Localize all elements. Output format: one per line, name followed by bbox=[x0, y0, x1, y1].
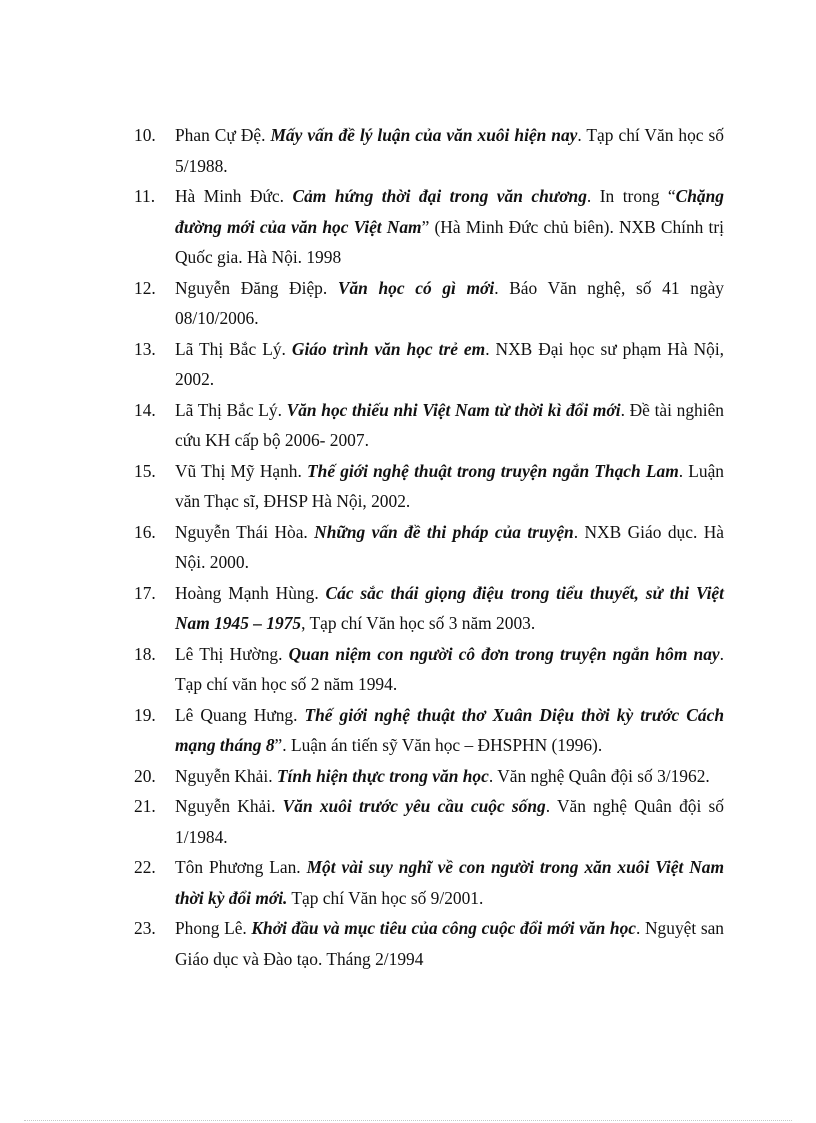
reference-number: 23. bbox=[134, 918, 156, 938]
reference-author: Phong Lê. bbox=[175, 918, 252, 938]
reference-item bbox=[134, 913, 724, 974]
reference-author: Nguyễn Khải. bbox=[175, 796, 283, 816]
reference-item bbox=[134, 700, 724, 761]
reference-title: Quan niệm con người cô đơn trong truyện ngắn hôm nay bbox=[288, 643, 720, 664]
reference-source: . Luận văn Thạc sĩ, ĐHSP Hà Nội, 2002. bbox=[175, 460, 725, 511]
reference-source: , Tạp chí Văn học số 3 năm 2003. bbox=[301, 613, 536, 633]
reference-source: . Báo Văn nghệ, số 41 ngày 08/10/2006. bbox=[175, 277, 724, 328]
reference-item bbox=[134, 791, 724, 852]
reference-author: Phan Cự Đệ. bbox=[175, 125, 271, 145]
page-bottom-divider bbox=[24, 1120, 792, 1121]
reference-title: Tính hiện thực trong văn học bbox=[276, 765, 489, 786]
reference-number: 20. bbox=[134, 765, 156, 786]
reference-number: 13. bbox=[134, 338, 156, 359]
reference-item bbox=[134, 456, 724, 517]
reference-title: Thế giới nghệ thuật trong truyện ngắn Thạch Lam bbox=[307, 460, 679, 481]
reference-source: . Đề tài nghiên cứu KH cấp bộ 2006- 2007. bbox=[175, 399, 724, 450]
reference-number: 12. bbox=[134, 277, 156, 298]
reference-source: Tạp chí Văn học số 9/2001. bbox=[287, 887, 484, 908]
reference-source-detail: ” (Hà Minh Đức chủ biên). NXB Chính trị Quốc gia. Hà Nội. 1998 bbox=[175, 216, 725, 267]
reference-title: Một vài suy nghĩ về con người trong xăn xuôi Việt Nam thời kỳ đổi mới. bbox=[175, 857, 724, 908]
reference-title: Những vấn đề thi pháp của truyện bbox=[314, 521, 574, 542]
reference-author: Lê Thị Hường. bbox=[175, 643, 289, 664]
reference-author: Hoàng Mạnh Hùng. bbox=[175, 582, 326, 603]
reference-number: 14. bbox=[134, 399, 156, 420]
reference-source: . In trong “ bbox=[586, 186, 676, 206]
reference-source: . NXB Đại học sư phạm Hà Nội, 2002. bbox=[175, 338, 725, 389]
reference-source: . NXB Giáo dục. Hà Nội. 2000. bbox=[175, 521, 724, 572]
reference-author: Nguyễn Khải. bbox=[175, 765, 277, 786]
reference-author: Tôn Phương Lan. bbox=[175, 857, 307, 877]
reference-source: . Tạp chí văn học số 2 năm 1994. bbox=[175, 643, 724, 694]
reference-number: 21. bbox=[134, 796, 156, 816]
reference-title: Văn học thiếu nhi Việt Nam từ thời kì đổi mới bbox=[286, 399, 621, 420]
reference-title: Khởi đầu và mục tiêu của công cuộc đổi mới văn học bbox=[251, 918, 637, 938]
reference-author: Lã Thị Bắc Lý. bbox=[175, 399, 287, 420]
reference-title: Mấy vấn đề lý luận của văn xuôi hiện nay bbox=[270, 125, 578, 145]
reference-author: Nguyễn Thái Hòa. bbox=[175, 521, 315, 542]
reference-number: 11. bbox=[134, 186, 156, 206]
reference-author: Nguyễn Đăng Điệp. bbox=[175, 277, 338, 298]
reference-item bbox=[134, 517, 724, 578]
reference-source: ”. Luận án tiến sỹ Văn học – ĐHSPHN (1996). bbox=[274, 735, 603, 755]
reference-source: . Văn nghệ Quân đội số 3/1962. bbox=[488, 765, 710, 786]
reference-title: Cảm hứng thời đại trong văn chương bbox=[292, 186, 587, 206]
reference-item bbox=[134, 120, 724, 181]
reference-item bbox=[134, 578, 724, 639]
reference-item bbox=[134, 761, 724, 792]
reference-number: 16. bbox=[134, 521, 156, 542]
reference-book-title: Chặng đường mới của văn học Việt Nam bbox=[175, 186, 724, 237]
reference-author: Lê Quang Hưng. bbox=[175, 704, 305, 725]
reference-title: Văn học có gì mới bbox=[337, 277, 495, 298]
reference-number: 17. bbox=[134, 582, 156, 603]
reference-author: Vũ Thị Mỹ Hạnh. bbox=[175, 460, 308, 481]
reference-number: 15. bbox=[134, 460, 156, 481]
reference-item bbox=[134, 334, 724, 395]
reference-item bbox=[134, 181, 724, 273]
reference-item bbox=[134, 852, 724, 913]
reference-source: . Tạp chí Văn học số 5/1988. bbox=[175, 125, 724, 176]
reference-list bbox=[134, 120, 724, 974]
reference-number: 18. bbox=[134, 643, 156, 664]
reference-source: . Văn nghệ Quân đội số 1/1984. bbox=[175, 796, 724, 847]
reference-author: Lã Thị Bắc Lý. bbox=[175, 338, 292, 359]
reference-title: Văn xuôi trước yêu cầu cuộc sống bbox=[282, 796, 546, 816]
reference-item bbox=[134, 395, 724, 456]
reference-author: Hà Minh Đức. bbox=[175, 186, 293, 206]
reference-title: Các sắc thái giọng điệu trong tiểu thuyết, sử thi Việt Nam 1945 – 1975 bbox=[175, 582, 724, 633]
reference-title: Giáo trình văn học trẻ em bbox=[291, 338, 486, 359]
reference-number: 19. bbox=[134, 704, 156, 725]
reference-number: 22. bbox=[134, 857, 156, 877]
reference-title: Thế giới nghệ thuật thơ Xuân Diệu thời kỳ trước Cách mạng tháng 8 bbox=[175, 704, 724, 755]
reference-item bbox=[134, 273, 724, 334]
reference-item bbox=[134, 639, 724, 700]
reference-number: 10. bbox=[134, 125, 156, 145]
reference-source: . Nguyệt san Giáo dục và Đào tạo. Tháng 2/1994 bbox=[175, 918, 725, 969]
